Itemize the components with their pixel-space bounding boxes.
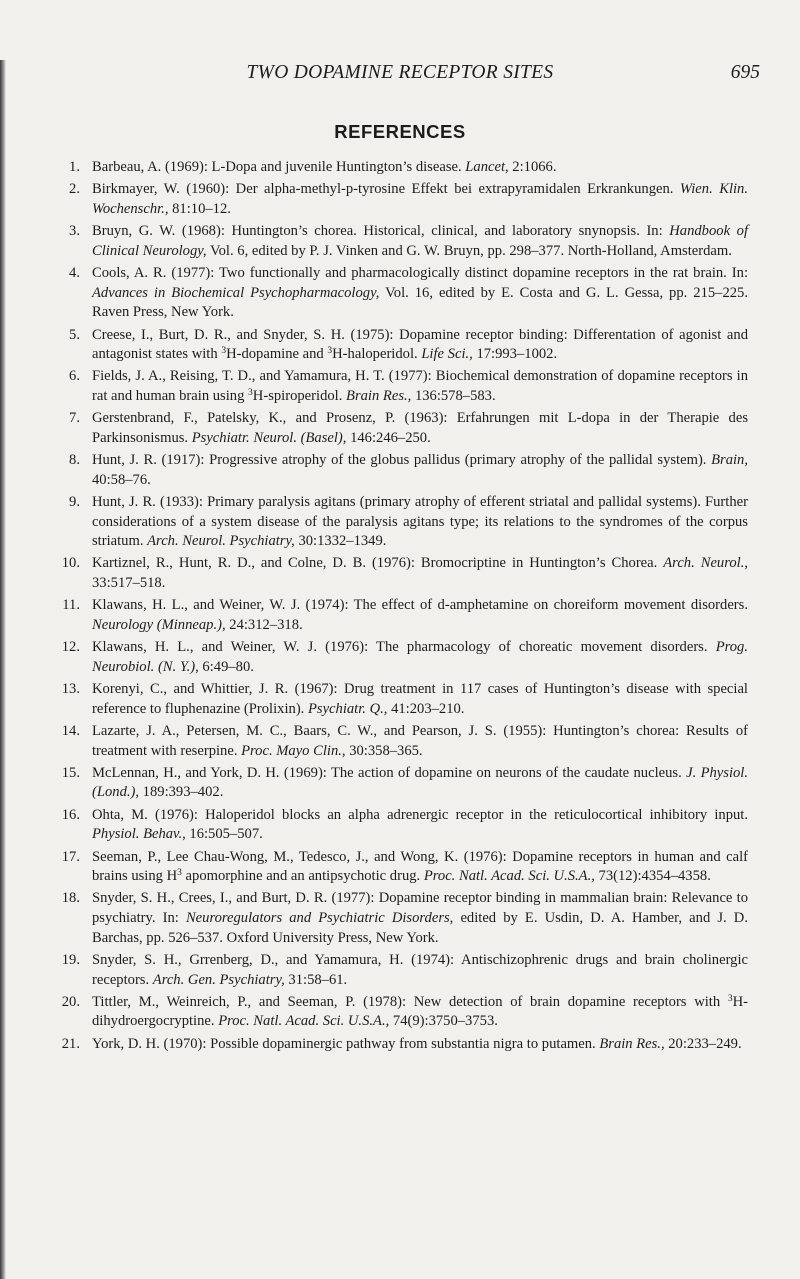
reference-item xyxy=(58,1035,748,1055)
reference-segment: York, D. H. (1970): Possible dopaminergic pathway from substantia nigra to putamen. xyxy=(92,1035,600,1052)
reference-item xyxy=(58,596,748,635)
reference-segment: 189:393–402. xyxy=(139,784,224,801)
isotope-superscript: 3 xyxy=(727,993,733,1004)
reference-journal: Proc. Mayo Clin., xyxy=(241,742,346,759)
reference-journal: Psychiatr. Q., xyxy=(307,700,388,717)
reference-text xyxy=(92,452,748,488)
reference-segment: Tittler, M., Weinreich, P., and Seeman, P. (1978): New detection of brain dopamine receptors with xyxy=(92,993,728,1010)
reference-segment: 74(9):3750–3753. xyxy=(389,1013,498,1030)
reference-text xyxy=(92,849,748,885)
reference-number: 21. xyxy=(61,1035,80,1052)
reference-item xyxy=(58,722,748,761)
reference-journal: Advances in Biochemical Psychopharmacology, xyxy=(92,284,380,301)
reference-segment: Korenyi, C., and Whittier, J. R. (1967): Drug treatment in 117 cases of Huntington’s disease with special reference to fluphenazine (Prolixin). xyxy=(92,681,748,717)
reference-number: 18. xyxy=(61,890,80,907)
reference-item xyxy=(58,264,748,323)
running-title: TWO DOPAMINE RECEPTOR SITES xyxy=(246,62,554,83)
reference-segment: 17:993–1002. xyxy=(472,346,558,363)
page-binding-edge xyxy=(0,60,6,1279)
reference-journal: Prog. Neurobiol. (N. Y.), xyxy=(92,639,748,675)
reference-number: 16. xyxy=(61,806,80,823)
reference-text xyxy=(92,327,748,363)
reference-item xyxy=(58,326,748,365)
reference-segment: Hunt, J. R. (1917): Progressive atrophy of the globus pallidus (primary atrophy of the pallidal system). xyxy=(92,452,712,469)
reference-segment: 33:517–518. xyxy=(92,575,166,592)
reference-number: 19. xyxy=(61,951,80,968)
reference-journal: Wien. Klin. Wochenschr., xyxy=(92,181,748,217)
reference-journal: Life Sci., xyxy=(421,346,473,363)
reference-segment: 41:203–210. xyxy=(387,700,465,717)
isotope-superscript: 3 xyxy=(221,346,227,357)
reference-journal: Neurology (Minneap.), xyxy=(92,616,226,633)
reference-item xyxy=(58,889,748,948)
reference-segment: apomorphine and an antipsychotic drug. xyxy=(181,868,424,885)
reference-journal: J. Physiol. (Lond.), xyxy=(92,764,748,801)
reference-segment: Birkmayer, W. (1960): Der alpha-methyl-p-tyrosine Effekt bei extrapyramidalen Erkrankungen. xyxy=(92,181,680,198)
reference-journal: Psychiatr. Neurol. (Basel), xyxy=(191,429,347,446)
reference-journal: Neuroregulators and Psychiatric Disorders, xyxy=(185,910,454,927)
reference-text xyxy=(92,765,748,801)
reference-text xyxy=(92,223,748,259)
reference-text xyxy=(92,159,557,175)
reference-segment: Hunt, J. R. (1933): Primary paralysis agitans (primary atrophy of efferent striatal and pallidal systems). Further considerations of a system disease of the paralysis agitans type; its relations to the syndromes of the corpus striatum. xyxy=(92,494,748,550)
reference-text xyxy=(92,181,748,217)
reference-text xyxy=(92,410,748,446)
reference-journal: Arch. Neurol., xyxy=(663,555,749,572)
reference-segment: 31:58–61. xyxy=(284,971,348,988)
reference-segment: 146:246–250. xyxy=(346,429,431,446)
reference-journal: Handbook of Clinical Neurology, xyxy=(92,223,748,259)
reference-item xyxy=(58,493,748,552)
reference-journal: Lancet, xyxy=(465,159,509,175)
reference-segment: 20:233–249. xyxy=(664,1035,742,1052)
reference-text xyxy=(92,994,748,1030)
reference-number: 10. xyxy=(61,555,80,572)
reference-segment: 136:578–583. xyxy=(411,387,496,404)
reference-number: 3. xyxy=(69,223,80,240)
reference-item xyxy=(58,806,748,845)
reference-segment: Ohta, M. (1976): Haloperidol blocks an alpha adrenergic receptor in the reticulocortical inhibitory input. xyxy=(92,806,748,823)
reference-segment: 40:58–76. xyxy=(92,471,151,488)
page-number: 695 xyxy=(730,62,760,83)
reference-text xyxy=(92,723,748,759)
reference-item xyxy=(58,158,748,178)
reference-segment: Seeman, P., Lee Chau-Wong, M., Tedesco, J., and Wong, K. (1976): Dopamine receptors in human and calf brains using H xyxy=(92,848,748,885)
reference-journal: Brain Res., xyxy=(346,387,412,404)
reference-number: 12. xyxy=(61,639,80,656)
reference-number: 15. xyxy=(61,764,80,781)
reference-number: 6. xyxy=(69,368,80,385)
reference-segment: Vol. 6, edited by P. J. Vinken and G. W. Bruyn, pp. 298–377. North-Holland, Amsterdam. xyxy=(206,242,732,259)
reference-segment: Klawans, H. L., and Weiner, W. J. (1974): The effect of d-amphetamine on choreiform movement disorders. xyxy=(92,597,748,614)
reference-item xyxy=(58,367,748,406)
reference-text xyxy=(92,368,748,404)
reference-segment: Klawans, H. L., and Weiner, W. J. (1976): The pharmacology of choreatic movement disorders. xyxy=(92,639,716,656)
reference-number: 17. xyxy=(61,848,80,865)
reference-segment: 2:1066. xyxy=(508,159,557,175)
reference-item xyxy=(58,993,748,1032)
page-header xyxy=(0,62,800,86)
reference-item xyxy=(58,951,748,990)
reference-journal: Arch. Gen. Psychiatry, xyxy=(152,971,285,988)
reference-text xyxy=(92,681,748,717)
reference-segment: H-haloperidol. xyxy=(332,346,422,363)
reference-segment: Snyder, S. H., Crees, I., and Burt, D. R. (1977): Dopamine receptor binding in mammalian brain: Relevance to psychiatry. In: xyxy=(92,890,748,927)
reference-segment: Creese, I., Burt, D. R., and Snyder, S. H. (1975): Dopamine receptor binding: Differentation of agonist and antagonist states with xyxy=(92,326,748,363)
reference-text xyxy=(92,807,748,843)
reference-segment: Bruyn, G. W. (1968): Huntington’s chorea. Historical, clinical, and laboratory snynopsis. In: xyxy=(92,223,670,240)
reference-number: 5. xyxy=(69,326,80,343)
reference-number: 9. xyxy=(69,494,80,510)
reference-journal: Proc. Natl. Acad. Sci. U.S.A., xyxy=(423,868,595,885)
reference-segment: 30:1332–1349. xyxy=(294,533,387,550)
reference-segment: Kartiznel, R., Hunt, R. D., and Colne, D. B. (1976): Bromocriptine in Huntington’s Chorea. xyxy=(92,555,664,572)
reference-segment: H-spiroperidol. xyxy=(252,387,347,404)
reference-segment: McLennan, H., and York, D. H. (1969): The action of dopamine on neurons of the caudate nucleus. xyxy=(92,764,687,781)
reference-segment: Cools, A. R. (1977): Two functionally and pharmacologically distinct dopamine receptors in the rat brain. In: xyxy=(92,265,748,282)
reference-number: 2. xyxy=(69,181,80,198)
reference-text xyxy=(92,952,748,988)
reference-segment: 81:10–12. xyxy=(168,200,231,217)
reference-segment: Fields, J. A., Reising, T. D., and Yamamura, H. T. (1977): Biochemical demonstration of dopamine receptors in rat and human brain using xyxy=(92,368,748,404)
reference-segment: H-dihydroergocryptine. xyxy=(92,993,748,1030)
reference-segment: edited by E. Usdin, D. A. Hamber, and J. D. Barchas, pp. 526–537. Oxford University Press, New York. xyxy=(92,910,748,946)
reference-item xyxy=(58,680,748,719)
reference-item xyxy=(58,180,748,219)
isotope-superscript: 3 xyxy=(177,868,182,879)
reference-segment: H-dopamine and xyxy=(226,346,328,363)
reference-text xyxy=(92,597,748,633)
reference-number: 14. xyxy=(61,722,80,739)
isotope-superscript: 3 xyxy=(327,346,333,357)
reference-item xyxy=(58,848,748,887)
reference-segment: Gerstenbrand, F., Patelsky, K., and Prosenz, P. (1963): Erfahrungen mit L-dopa in der Therapie des Parkinsonismus. xyxy=(92,410,748,446)
reference-item xyxy=(58,409,748,448)
reference-journal: Physiol. Behav., xyxy=(92,826,186,843)
isotope-superscript: 3 xyxy=(248,387,253,398)
reference-segment: Snyder, S. H., Grrenberg, D., and Yamamura, H. (1974): Antischizophrenic drugs and brain cholinergic receptors. xyxy=(92,951,748,988)
reference-number: 20. xyxy=(61,993,80,1010)
reference-item xyxy=(58,554,748,593)
reference-number: 4. xyxy=(69,265,80,282)
reference-item xyxy=(58,764,748,803)
reference-number: 7. xyxy=(69,410,80,427)
reference-segment: Barbeau, A. (1969): L-Dopa and juvenile Huntington’s disease. xyxy=(92,159,466,175)
reference-number: 8. xyxy=(69,452,80,469)
reference-item xyxy=(58,222,748,261)
reference-text xyxy=(92,1036,742,1052)
reference-list xyxy=(58,158,748,1057)
reference-text xyxy=(92,639,748,675)
reference-segment: Vol. 16, edited by E. Costa and G. L. Gessa, pp. 215–225. Raven Press, New York. xyxy=(92,284,748,321)
reference-journal: Brain, xyxy=(711,452,748,469)
reference-journal: Brain Res., xyxy=(599,1035,665,1052)
reference-text xyxy=(92,265,748,320)
reference-journal: Arch. Neurol. Psychiatry, xyxy=(147,533,295,550)
reference-number: 13. xyxy=(61,681,80,698)
reference-segment: Lazarte, J. A., Petersen, M. C., Baars, C. W., and Pearson, J. S. (1955): Huntington’s chorea: Results of treatment with reserpine. xyxy=(92,722,748,759)
reference-journal: Proc. Natl. Acad. Sci. U.S.A., xyxy=(218,1013,390,1030)
reference-segment: 24:312–318. xyxy=(225,616,303,633)
reference-segment: 6:49–80. xyxy=(198,658,254,675)
reference-item xyxy=(58,638,748,677)
reference-text xyxy=(92,555,748,591)
reference-item xyxy=(58,451,748,490)
reference-text xyxy=(92,494,748,549)
reference-number: 1. xyxy=(69,159,80,175)
reference-text xyxy=(92,890,748,945)
references-heading: REFERENCES xyxy=(334,121,466,142)
reference-segment: 16:505–507. xyxy=(185,826,263,843)
reference-segment: 73(12):4354–4358. xyxy=(594,868,711,885)
reference-number: 11. xyxy=(62,597,80,614)
reference-segment: 30:358–365. xyxy=(345,742,423,759)
